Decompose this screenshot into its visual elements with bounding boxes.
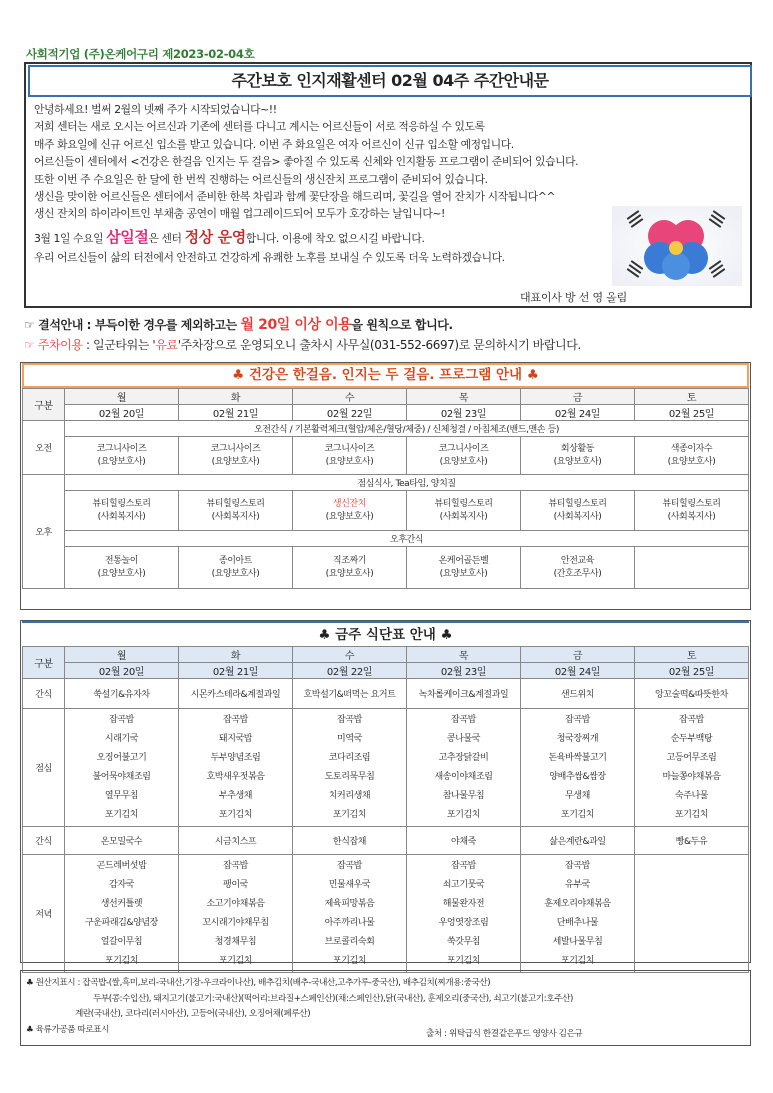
meal-cell xyxy=(635,855,749,973)
menu-item: 불어묵야채조림 xyxy=(92,771,151,782)
menu-item: 잡곡밥 xyxy=(451,860,476,871)
menu-item: 포기김치 xyxy=(218,809,253,820)
menu-item: 오징어불고기 xyxy=(96,752,147,763)
program-cell xyxy=(293,491,407,531)
program-name: 생신잔치 xyxy=(332,498,367,509)
program-cell xyxy=(407,437,521,475)
origin-line: 두부(콩:수입산), 돼지고기(불고기:국내산)(떡어리:브라질+스페인산)(채:스페인산),닭(국내산), 훈제오리(중국산), 쇠고기(불고기:호주산) xyxy=(93,993,573,1004)
meal-cell xyxy=(407,855,521,973)
program-staff: (요양보호사) xyxy=(211,456,260,467)
menu-item: 포기김치 xyxy=(332,809,367,820)
meat-note: ♣ 육류가공품 따로표시 xyxy=(26,1024,110,1035)
program-staff: (사회복지사) xyxy=(667,511,716,522)
program-cell xyxy=(407,491,521,531)
meal-cell xyxy=(65,855,179,973)
menu-item: 생선커틀렛 xyxy=(100,898,143,909)
day-header: 화 xyxy=(179,389,293,405)
program-name: 뷰티힐링스토리 xyxy=(92,498,151,509)
menu-item: 순두부백탕 xyxy=(670,733,713,744)
greeting-text xyxy=(34,101,654,266)
program-staff: (요양보호사) xyxy=(97,456,146,467)
program-staff: (요양보호사) xyxy=(439,456,488,467)
origin-line: ♣ 원산지표시 : 잡곡밥-(쌀,흑미,보리-국내산,기장-우크라이나산), 배추김치(배추-국내산,고추가루-중국산), 배추김치(찌개용:중국산) xyxy=(26,978,491,988)
program-staff: (사회복지사) xyxy=(439,511,488,522)
greeting-line: 또한 이번 주 수요일은 한 달에 한 번씩 진행하는 어르신들의 생신잔치 프로그램이 준비되어 있습니다. xyxy=(34,172,488,186)
menu-item: 열무무침 xyxy=(104,790,139,801)
greeting-line: 어르신들이 센터에서 <건강은 한걸음 인지는 두 걸음> 좋아질 수 있도록 신체와 인지활동 프로그램이 준비되어 있습니다. xyxy=(34,155,579,169)
row-label-snack: 간식 xyxy=(23,827,65,855)
menu-item: 시래기국 xyxy=(104,733,139,744)
menu-item: 청경채무침 xyxy=(214,936,257,947)
menu-item: 포기김치 xyxy=(104,809,139,820)
program-name: 색종이자수 xyxy=(670,443,713,454)
program-cell xyxy=(179,547,293,589)
menu-item xyxy=(635,895,748,914)
meal-cell xyxy=(521,709,635,827)
program-staff: (간호조무사) xyxy=(553,568,602,579)
open-status: 정상 운영 xyxy=(184,227,246,246)
program-cell xyxy=(635,491,749,531)
program-staff: (요양보호사) xyxy=(325,456,374,467)
menu-item: 포기김치 xyxy=(560,809,595,820)
program-name: 뷰티힐링스토리 xyxy=(662,498,721,509)
menu-item: 곤드레버섯밥 xyxy=(96,860,147,871)
program-staff: (요양보호사) xyxy=(325,511,374,522)
program-name: 온케어골든벨 xyxy=(438,555,489,566)
meal-cell xyxy=(635,709,749,827)
program-staff: (요양보호사) xyxy=(97,568,146,579)
meal-cell: 샌드위치 xyxy=(521,679,635,709)
menu-item: 청국장찌개 xyxy=(556,733,599,744)
menu-item: 참나물무침 xyxy=(442,790,485,801)
program-staff: (사회복지사) xyxy=(211,511,260,522)
menu-item: 해물완자전 xyxy=(442,898,485,909)
program-name: 전통놀이 xyxy=(104,555,139,566)
program-name: 코그니사이즈 xyxy=(210,443,261,454)
menu-item: 부추생채 xyxy=(218,790,253,801)
greeting-line: 생신을 맞이한 어르신들은 센터에서 준비한 한복 차림과 함께 꽃단장을 해드리며, 꽃길을 열어 잔치가 시작됩니다^^ xyxy=(34,189,556,203)
meal-cell xyxy=(293,709,407,827)
program-table xyxy=(22,388,749,589)
program-name: 코그니사이즈 xyxy=(438,443,489,454)
date-header: 02월 21일 xyxy=(179,405,293,421)
program-staff: (요양보호사) xyxy=(211,568,260,579)
program-cell xyxy=(293,547,407,589)
menu-item: 구운파래김&양념장 xyxy=(85,917,158,928)
menu-item: 민물새우국 xyxy=(328,879,371,890)
menu-item: 잡곡밥 xyxy=(223,860,248,871)
parking-notice: ☞ 주차이용 : 일군타워는 '유료'주차장으로 운영되오니 출차시 사무실(031-552-6697)로 문의하시기 바랍니다. xyxy=(24,338,581,352)
date-header: 02월 20일 xyxy=(65,405,179,421)
program-cell xyxy=(179,437,293,475)
program-name: 코그니사이즈 xyxy=(96,443,147,454)
day-header: 금 xyxy=(521,389,635,405)
meal-cell: 빵&두유 xyxy=(635,827,749,855)
meal-source: 출처 : 위탁급식 한결같은푸드 영양사 김은규 xyxy=(426,1029,583,1039)
row-label-lunch: 점심 xyxy=(23,709,65,827)
meal-cell xyxy=(293,855,407,973)
program-staff: (사회복지사) xyxy=(97,511,146,522)
taegukgi-flower-icon xyxy=(612,206,742,286)
meal-table xyxy=(22,646,749,973)
menu-item: 유부국 xyxy=(565,879,590,890)
menu-item: 마늘쫑야채볶음 xyxy=(662,771,721,782)
program-cell xyxy=(521,491,635,531)
pm-common-row: 점심식사, Tea타임, 양치질 xyxy=(65,475,749,491)
date-header: 02월 20일 xyxy=(65,663,179,679)
menu-item: 치커리생채 xyxy=(328,790,371,801)
menu-item: 브로콜리숙회 xyxy=(324,936,375,947)
row-label-snack: 간식 xyxy=(23,679,65,709)
menu-item: 호박새우젓볶음 xyxy=(206,771,265,782)
menu-item: 코다리조림 xyxy=(328,752,371,763)
menu-item: 잡곡밥 xyxy=(109,714,134,725)
day-header: 월 xyxy=(65,389,179,405)
program-cell xyxy=(521,437,635,475)
signature: 대표이사 방 선 영 올림 xyxy=(520,291,628,304)
date-header: 02월 25일 xyxy=(635,663,749,679)
menu-item: 콩나물국 xyxy=(446,733,481,744)
menu-item xyxy=(635,876,748,895)
program-cell xyxy=(521,547,635,589)
menu-item: 소고기야채볶음 xyxy=(206,898,265,909)
meal-cell: 야채죽 xyxy=(407,827,521,855)
menu-item xyxy=(635,914,748,933)
day-header: 수 xyxy=(293,389,407,405)
menu-item: 감자국 xyxy=(109,879,134,890)
row-label-dinner: 저녁 xyxy=(23,855,65,973)
greeting-line: 저희 센터는 새로 오시는 어르신과 기존에 센터를 다니고 계시는 어르신들이 서로 적응하실 수 있도록 xyxy=(34,120,485,134)
program-staff: (요양보호사) xyxy=(667,456,716,467)
meal-cell xyxy=(179,855,293,973)
col-label: 구분 xyxy=(23,647,65,679)
meal-cell xyxy=(179,709,293,827)
menu-item: 아주까리나물 xyxy=(324,917,375,928)
meal-cell: 쑥설기&유자차 xyxy=(65,679,179,709)
program-cell xyxy=(65,437,179,475)
date-header: 02월 23일 xyxy=(407,405,521,421)
greeting-line: 매주 화요일에 신규 어르신 입소를 받고 있습니다. 이번 주 화요일은 여자 어르신이 신규 입소할 예정입니다. xyxy=(34,137,514,151)
day-header: 토 xyxy=(635,389,749,405)
program-name: 회상활동 xyxy=(560,443,595,454)
menu-item: 잡곡밥 xyxy=(565,860,590,871)
menu-item: 미역국 xyxy=(337,733,362,744)
menu-item: 잡곡밥 xyxy=(337,714,362,725)
day-header: 월 xyxy=(65,647,179,663)
program-name: 뷰티힐링스토리 xyxy=(548,498,607,509)
greeting-line: 우리 어르신들이 삶의 터전에서 안전하고 건강하게 유쾌한 노후를 보내실 수 있도록 더욱 노력하겠습니다. xyxy=(34,250,505,264)
day-header: 목 xyxy=(407,647,521,663)
menu-item: 포기김치 xyxy=(218,955,253,966)
col-label: 구분 xyxy=(23,389,65,421)
program-staff: (요양보호사) xyxy=(553,456,602,467)
menu-item: 포기김치 xyxy=(104,955,139,966)
date-header: 02월 23일 xyxy=(407,663,521,679)
program-staff: (요양보호사) xyxy=(325,568,374,579)
menu-item: 제육피망볶음 xyxy=(324,898,375,909)
origin-line: 계란(국내산), 코다리(러시아산), 고등어(국내산), 오징어채(페루산) xyxy=(75,1009,311,1019)
program-name: 뷰티힐링스토리 xyxy=(434,498,493,509)
holiday-name: 삼일절 xyxy=(106,227,149,246)
program-cell xyxy=(407,547,521,589)
meal-cell: 녹차롤케이크&계절과일 xyxy=(407,679,521,709)
menu-item: 우엉엿장조림 xyxy=(438,917,489,928)
date-header: 02월 22일 xyxy=(293,663,407,679)
menu-item xyxy=(635,952,748,971)
greeting-line: 생신 잔치의 하이라이트인 부채춤 공연이 매월 업그레이드되어 모두가 호강하는 날입니다~! xyxy=(34,207,445,221)
menu-item: 훈제오리야채볶음 xyxy=(544,898,611,909)
menu-item: 잡곡밥 xyxy=(337,860,362,871)
day-header: 토 xyxy=(635,647,749,663)
menu-item: 무생채 xyxy=(565,790,590,801)
menu-item: 얼갈이무침 xyxy=(100,936,143,947)
menu-item: 잡곡밥 xyxy=(679,714,704,725)
program-name: 뷰티힐링스토리 xyxy=(206,498,265,509)
menu-item: 잡곡밥 xyxy=(451,714,476,725)
meal-title: ♣ 금주 식단표 안내 ♣ xyxy=(22,621,749,646)
menu-item xyxy=(635,933,748,952)
menu-item: 세발나물무침 xyxy=(552,936,603,947)
meal-cell xyxy=(65,709,179,827)
program-cell xyxy=(65,547,179,589)
program-name: 코그니사이즈 xyxy=(324,443,375,454)
absence-notice: ☞ 결석안내 : 부득이한 경우를 제외하고는 월 20일 이상 이용을 원칙으로 합니다. xyxy=(24,317,453,333)
menu-item: 포기김치 xyxy=(332,955,367,966)
day-header: 수 xyxy=(293,647,407,663)
page-title: 주간보호 인지재활센터 02월 04주 주간안내문 xyxy=(28,65,752,97)
pm-snack-row: 오후간식 xyxy=(65,531,749,547)
program-cell xyxy=(293,437,407,475)
menu-item: 단배추나물 xyxy=(556,917,599,928)
program-title: ♣ 건강은 한걸음. 인지는 두 걸음. 프로그램 안내 ♣ xyxy=(22,363,749,388)
date-header: 02월 22일 xyxy=(293,405,407,421)
menu-item: 돈육바싹불고기 xyxy=(548,752,607,763)
menu-item: 도토리묵무침 xyxy=(324,771,375,782)
menu-item: 포기김치 xyxy=(674,809,709,820)
menu-item xyxy=(635,857,748,876)
meal-cell: 한식잡채 xyxy=(293,827,407,855)
program-cell xyxy=(635,547,749,589)
menu-item: 숙주나물 xyxy=(674,790,709,801)
program-cell xyxy=(635,437,749,475)
date-header: 02월 24일 xyxy=(521,663,635,679)
date-header: 02월 25일 xyxy=(635,405,749,421)
menu-item: 포기김치 xyxy=(446,809,481,820)
day-header: 금 xyxy=(521,647,635,663)
issue-number: 사회적기업 (주)온케어구리 제2023-02-04호 xyxy=(26,47,255,61)
row-label-pm: 오후 xyxy=(23,475,65,589)
menu-item: 두부양념조림 xyxy=(210,752,261,763)
day-header: 화 xyxy=(179,647,293,663)
menu-item: 돼지국밥 xyxy=(218,733,253,744)
day-header: 목 xyxy=(407,389,521,405)
meal-cell: 삶은계란&과일 xyxy=(521,827,635,855)
menu-item: 포기김치 xyxy=(446,955,481,966)
date-header: 02월 21일 xyxy=(179,663,293,679)
meal-cell xyxy=(521,855,635,973)
row-label-am: 오전 xyxy=(23,421,65,475)
program-staff: (사회복지사) xyxy=(553,511,602,522)
greeting-line: 안녕하세요! 벌써 2월의 넷째 주가 시작되었습니다~!! xyxy=(34,103,277,116)
menu-item: 팽이국 xyxy=(223,879,248,890)
menu-item: 쇠고기뭇국 xyxy=(442,879,485,890)
meal-cell: 온모밀국수 xyxy=(65,827,179,855)
menu-item: 잡곡밥 xyxy=(565,714,590,725)
menu-item: 새송이야채조림 xyxy=(434,771,493,782)
menu-item: 쑥갓무침 xyxy=(446,936,481,947)
program-cell xyxy=(65,491,179,531)
meal-cell: 호박설기&떠먹는 요거트 xyxy=(293,679,407,709)
holiday-notice: 3월 1일 수요일 삼일절은 센터 정상 운영합니다. 이용에 착오 없으시길 바랍니다. xyxy=(34,227,425,246)
program-staff: (요양보호사) xyxy=(439,568,488,579)
program-name: 직조짜기 xyxy=(332,555,367,566)
menu-item: 잡곡밥 xyxy=(223,714,248,725)
menu-item: 양배추쌈&쌈장 xyxy=(549,771,606,782)
menu-item: 포기김치 xyxy=(560,955,595,966)
date-header: 02월 24일 xyxy=(521,405,635,421)
meal-cell: 앙꼬술떡&따뜻한차 xyxy=(635,679,749,709)
program-name: 종이아트 xyxy=(218,555,253,566)
meal-cell: 시몬카스테라&계절과일 xyxy=(179,679,293,709)
meal-cell xyxy=(407,709,521,827)
program-name: 안전교육 xyxy=(560,555,595,566)
menu-item: 꼬시래기야채무침 xyxy=(202,917,269,928)
meal-cell: 시금치스프 xyxy=(179,827,293,855)
menu-item: 고추장닭갈비 xyxy=(438,752,489,763)
menu-item: 고등어무조림 xyxy=(666,752,717,763)
program-cell xyxy=(179,491,293,531)
am-common-row: 오전간식 / 기본활력체크(혈압/체온/혈당/체중) / 신체청결 / 아침체조(밴드,맨손 등) xyxy=(65,421,749,437)
